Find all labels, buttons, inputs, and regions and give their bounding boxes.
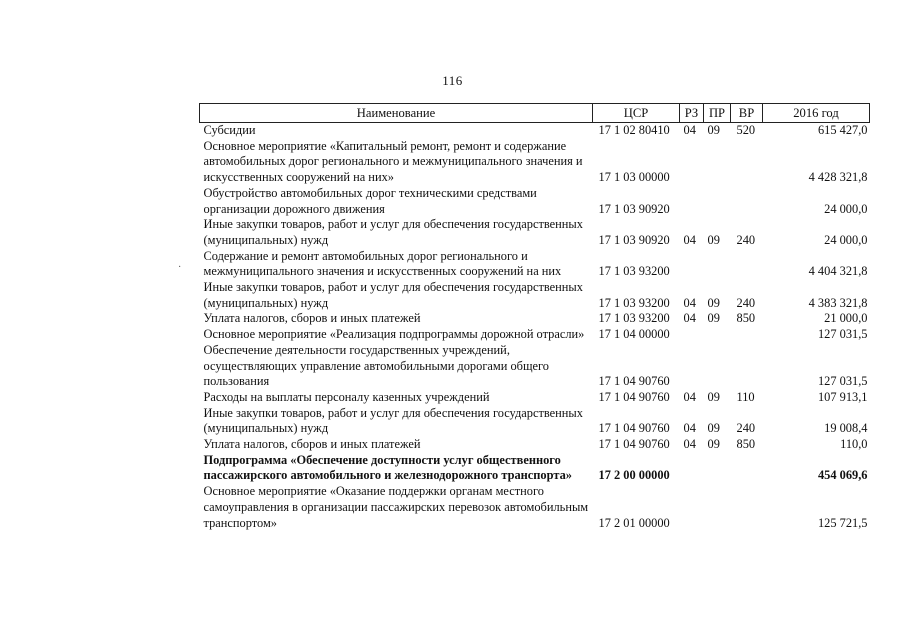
cell-name: Иные закупки товаров, работ и услуг для обеспечения государственных (муниципальных) нужд: [203, 405, 583, 436]
table-row: [200, 390, 870, 406]
cell-csr: 17 2 01 00000: [598, 515, 670, 530]
cell-name: Основное мероприятие «Реализация подпрограммы дорожной отрасли»: [203, 327, 585, 342]
cell-name: Подпрограмма «Обеспечение доступности услуг общественного пассажирского автомобильного и железнодорожного транспорта»: [203, 452, 572, 483]
cell-csr: 17 1 04 90760: [598, 421, 670, 436]
cell-sum: 454 069,6: [817, 468, 868, 483]
cell-name: Уплата налогов, сборов и иных платежей: [203, 311, 421, 326]
cell-rz: 04: [683, 123, 696, 137]
table-body: [200, 123, 870, 532]
cell-csr: 17 1 04 90760: [598, 374, 670, 389]
header-rz: РЗ: [680, 104, 704, 123]
cell-name: Субсидии: [203, 123, 256, 137]
cell-rz: [680, 249, 704, 280]
page-number: 116: [442, 73, 463, 88]
table-header: [200, 104, 870, 123]
cell-csr: 17 1 04 90760: [598, 437, 670, 452]
cell-vr: 240: [736, 421, 756, 436]
cell-sum: 4 428 321,8: [808, 170, 868, 185]
cell-csr: 17 1 04 00000: [598, 327, 670, 342]
cell-vr: 240: [736, 232, 756, 247]
table-row: [200, 249, 870, 280]
table-row: [200, 327, 870, 343]
cell-sum: 19 008,4: [824, 421, 868, 436]
cell-sum: 4 404 321,8: [808, 264, 868, 279]
cell-name: Обеспечение деятельности государственных учреждений, осуществляющих управление автомобильными дорогами общего пользования: [203, 342, 549, 389]
cell-rz: [680, 453, 704, 484]
header-sum: 2016 год: [763, 104, 870, 123]
table-row: [200, 406, 870, 437]
cell-csr: 17 1 03 90920: [598, 232, 670, 247]
cell-pr: [704, 139, 731, 186]
table-row: [200, 280, 870, 311]
cell-rz: 04: [683, 311, 696, 326]
cell-sum: 24 000,0: [824, 232, 868, 247]
cell-pr: [704, 327, 731, 343]
cell-pr: [704, 249, 731, 280]
cell-csr: 17 1 03 93200: [598, 264, 670, 279]
cell-pr: [704, 186, 731, 217]
table-row: [200, 123, 870, 139]
cell-sum: 127 031,5: [817, 327, 868, 342]
cell-rz: [680, 327, 704, 343]
cell-vr: [731, 186, 763, 217]
cell-name: Расходы на выплаты персоналу казенных учреждений: [203, 389, 490, 404]
cell-csr: 17 1 03 93200: [598, 311, 670, 326]
cell-csr: 17 1 04 90760: [598, 389, 670, 404]
cell-vr: 240: [736, 295, 756, 310]
cell-csr: 17 1 02 80410: [598, 123, 670, 137]
cell-sum: 21 000,0: [824, 311, 868, 326]
cell-sum: 125 721,5: [817, 515, 868, 530]
cell-sum: 24 000,0: [824, 201, 868, 216]
cell-csr: 17 1 03 93200: [598, 295, 670, 310]
cell-name: Основное мероприятие «Оказание поддержки органам местного самоуправления в организации пассажирских перевозок автомобильным транспортом»: [203, 484, 589, 530]
cell-rz: 04: [683, 389, 696, 404]
cell-rz: 04: [683, 421, 696, 436]
table-row: [200, 437, 870, 453]
cell-vr: [731, 327, 763, 343]
cell-csr: 17 1 03 90920: [598, 201, 670, 216]
cell-sum: 127 031,5: [817, 374, 868, 389]
cell-vr: [731, 343, 763, 390]
scan-mark: ·: [178, 262, 182, 273]
cell-pr: [704, 343, 731, 390]
cell-pr: 09: [707, 311, 720, 326]
cell-rz: 04: [683, 232, 696, 247]
cell-pr: 09: [707, 421, 720, 436]
cell-vr: 110: [736, 389, 755, 404]
cell-rz: [680, 139, 704, 186]
header-csr: ЦСР: [593, 104, 680, 123]
cell-vr: 850: [736, 311, 756, 326]
cell-pr: 09: [707, 389, 720, 404]
cell-vr: [731, 139, 763, 186]
cell-pr: [704, 453, 731, 484]
cell-vr: 520: [736, 123, 756, 137]
cell-rz: 04: [683, 437, 696, 452]
table-row: [200, 139, 870, 186]
table-row: [200, 343, 870, 390]
cell-vr: [731, 453, 763, 484]
cell-name: Основное мероприятие «Капитальный ремонт, ремонт и содержание автомобильных дорог регионального и межмуниципального значения и искусственных сооружений на них»: [203, 138, 583, 185]
table-row: [200, 484, 870, 531]
cell-name: Иные закупки товаров, работ и услуг для обеспечения государственных (муниципальных) нужд: [203, 217, 583, 247]
cell-sum: 615 427,0: [817, 123, 868, 137]
cell-sum: 4 383 321,8: [808, 295, 868, 310]
cell-pr: 09: [707, 232, 720, 247]
cell-rz: [680, 484, 704, 531]
cell-csr: 17 1 03 00000: [598, 170, 670, 185]
cell-name: Иные закупки товаров, работ и услуг для обеспечения государственных (муниципальных) нужд: [203, 280, 583, 310]
cell-pr: 09: [707, 437, 720, 452]
cell-rz: [680, 186, 704, 217]
header-name: Наименование: [200, 104, 593, 123]
cell-sum: 110,0: [840, 437, 868, 452]
cell-pr: 09: [707, 295, 720, 310]
cell-rz: [680, 343, 704, 390]
cell-vr: [731, 484, 763, 531]
header-pr: ПР: [704, 104, 731, 123]
cell-vr: 850: [736, 437, 756, 452]
table-row: [200, 186, 870, 217]
cell-vr: [731, 249, 763, 280]
budget-table: [199, 103, 870, 531]
cell-rz: 04: [683, 295, 696, 310]
cell-name: Уплата налогов, сборов и иных платежей: [203, 437, 421, 452]
cell-pr: [704, 484, 731, 531]
cell-csr: 17 2 00 00000: [598, 468, 670, 483]
cell-pr: 09: [707, 123, 720, 137]
cell-name: Обустройство автомобильных дорог техническими средствами организации дорожного движения: [203, 185, 537, 216]
table-row: [200, 311, 870, 327]
cell-name: Содержание и ремонт автомобильных дорог регионального и межмуниципального значения и искусственных сооружений на них: [203, 248, 562, 279]
table-row: [200, 453, 870, 484]
table-row: [200, 217, 870, 248]
cell-sum: 107 913,1: [817, 389, 868, 404]
header-vr: ВР: [731, 104, 763, 123]
